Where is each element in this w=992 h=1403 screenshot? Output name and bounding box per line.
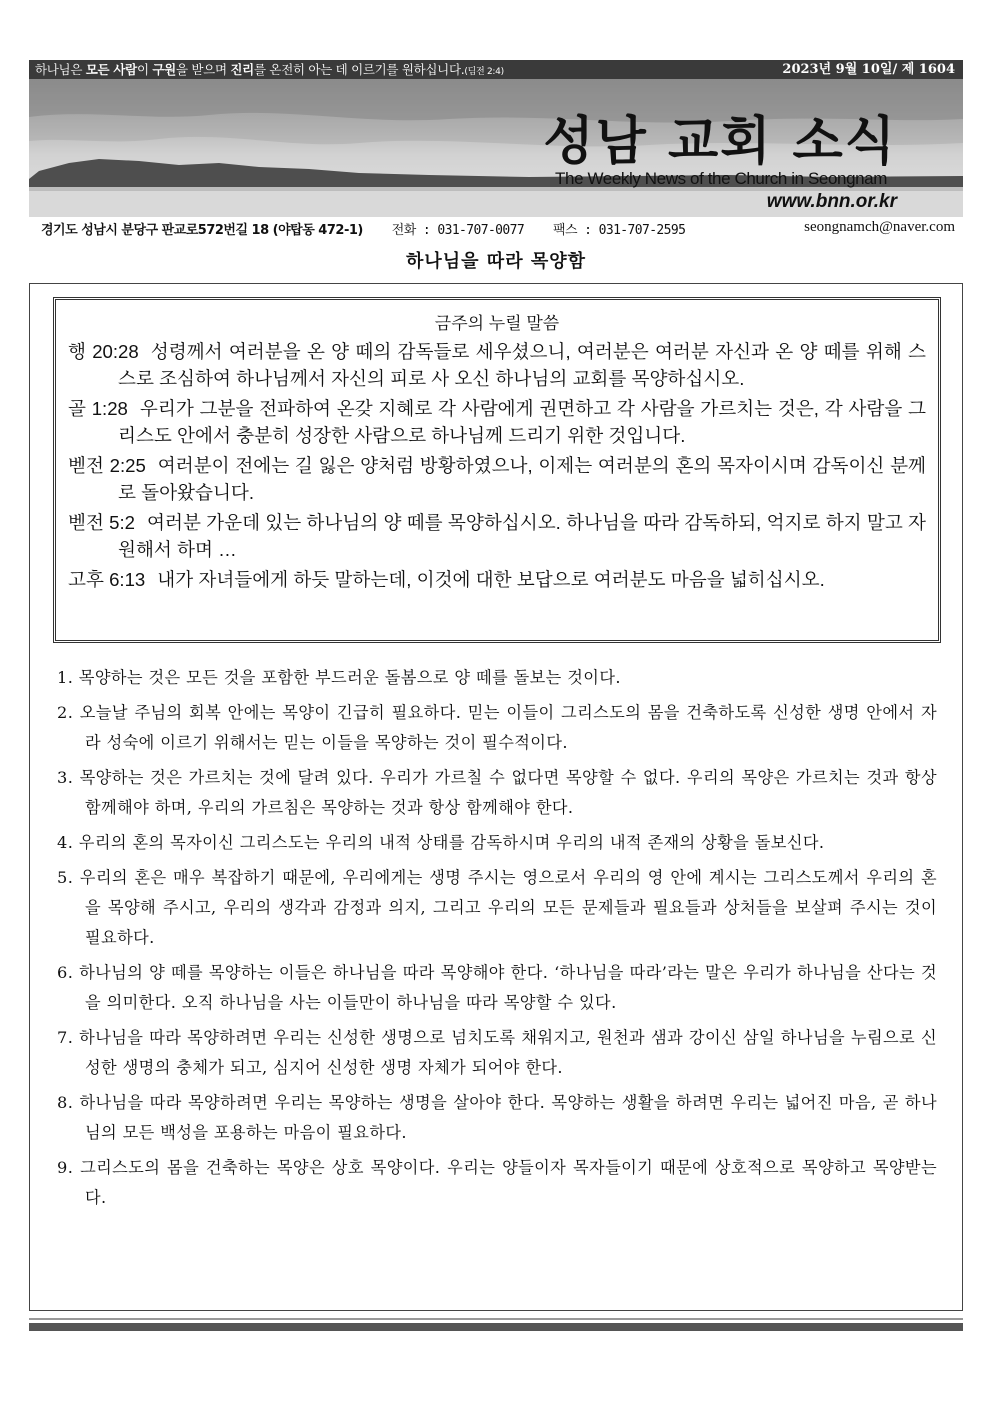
verse-text: 성령께서 여러분을 온 양 떼의 감독들로 세우셨으니, 여러분은 여러분 자신과 온 양 떼를 위해 스스로 조심하여 하나님께서 자신의 피로 사 오신 하나님의 교회를 목양하십시오. [118,341,926,389]
newsletter-subtitle: The Weekly News of the Church in Seongnam [555,169,887,188]
verses-title: 금주의 누릴 말씀 [434,314,560,333]
point-number: 4. [57,833,74,852]
point-item [57,663,937,693]
verse-reference: 벧전 5:2 [68,512,136,533]
verse-text: 여러분 가운데 있는 하나님의 양 떼를 목양하십시오. 하나님을 따라 감독하되, 억지로 하지 말고 자원해서 하며 … [118,512,926,560]
top-verse-text: 를 온전히 아는 데 이르기를 원하십니다. [253,62,465,77]
point-number: 7. [57,1028,74,1047]
point-item [57,763,937,823]
point-number: 9. [57,1158,74,1177]
point-text: 오늘날 주님의 회복 안에는 목양이 긴급히 필요하다. 믿는 이들이 그리스도의 몸을 건축하도록 신성한 생명 안에서 자라 성숙에 이르기 위해서는 믿는 이들을 목양하는 것이 필수적이다. [79,703,937,752]
top-verse-bold: 구원 [152,62,176,77]
point-item [57,1153,937,1213]
verse-reference: 고후 6:13 [68,569,146,590]
date-issue: 2023년 9월 10일/ 제 1604 [782,62,955,77]
verse-reference: 벧전 2:25 [68,455,146,476]
top-verse-bold: 모든 사람 [85,62,137,77]
point-number: 5. [57,868,74,887]
verse-item [68,338,926,392]
point-text: 목양하는 것은 가르치는 것에 달려 있다. 우리가 가르칠 수 없다면 목양할 수 없다. 우리의 목양은 가르치는 것과 항상 함께해야 하며, 우리의 가르침은 목양하는 것과 항상 함께해야 한다. [79,768,937,817]
verse-text: 내가 자녀들에게 하듯 말하는데, 이것에 대한 보답으로 여러분도 마음을 넓히십시오. [157,569,825,590]
point-item [57,1023,937,1083]
verses-box [53,297,941,643]
point-text: 우리의 혼의 목자이신 그리스도는 우리의 내적 상태를 감독하시며 우리의 내적 존재의 상황을 돌보신다. [78,833,825,852]
top-verse-reference: (딤전 2:4) [464,67,504,77]
fax-number: 팩스 : 031-707-2595 [553,223,686,238]
point-text: 하나님을 따라 목양하려면 우리는 목양하는 생명을 살아야 한다. 목양하는 생활을 하려면 우리는 넓어진 마음, 곧 하나님의 모든 백성을 포용하는 마음이 필요하다. [79,1093,938,1142]
footer-bar [29,1323,963,1331]
verse-item [68,509,926,563]
point-number: 3. [57,768,74,787]
verse-text: 우리가 그분을 전파하여 온갖 지혜로 각 사람에게 권면하고 각 사람을 가르치는 것은, 각 사람을 그리스도 안에서 충분히 성장한 사람으로 하나님께 드리기 위한 것입니다. [118,398,926,446]
point-number: 8. [57,1093,74,1112]
email-address[interactable]: seongnamch@naver.com [804,219,955,235]
verse-reference: 행 20:28 [68,341,139,362]
website-url[interactable]: www.bnn.or.kr [766,191,897,212]
newsletter-title: 성남 교회 소식 [543,111,897,172]
footer-divider [29,1318,963,1320]
points-list [57,663,937,1218]
point-item [57,828,937,858]
point-text: 하나님을 따라 목양하려면 우리는 신성한 생명으로 넘치도록 채워지고, 원천과 샘과 강이신 삼일 하나님을 누림으로 신성한 생명의 충체가 되고, 심지어 신성한 생명 자체가 되어야 한다. [79,1028,938,1077]
point-text: 목양하는 것은 모든 것을 포함한 부드러운 돌봄으로 양 떼를 돌보는 것이다. [78,668,621,687]
church-address: 경기도 성남시 분당구 판교로572번길 18 (야탑동 472-1) [41,223,363,238]
point-text: 우리의 혼은 매우 복잡하기 때문에, 우리에게는 생명 주시는 영으로서 우리의 영 안에 계시는 그리스도께서 우리의 혼을 목양해 주시고, 우리의 생각과 감정과 의지, 그리고 우리의 모든 문제들과 필요들과 상처들을 보살펴 주시는 것이 필요하다. [79,868,937,947]
verse-item [68,566,926,593]
point-text: 그리스도의 몸을 건축하는 목양은 상호 목양이다. 우리는 양들이자 목자들이기 때문에 상호적으로 목양하고 목양받는다. [80,1158,938,1207]
top-verse-text: 을 받으며 [175,62,231,77]
phone-number: 전화 : 031-707-0077 [391,223,525,238]
top-verse-text: 이 [136,62,153,77]
main-heading: 하나님을 따라 목양함 [405,251,587,272]
contact-line [41,219,955,238]
point-number: 6. [57,963,74,982]
point-item [57,958,937,1018]
point-item [57,1088,937,1148]
verse-reference: 골 1:28 [68,398,128,419]
top-verse-text: 하나님은 [35,62,86,77]
point-number: 1. [57,668,74,687]
point-text: 하나님의 양 떼를 목양하는 이들은 하나님을 따라 목양해야 한다. ‘하나님을 따라’라는 말은 우리가 하나님을 산다는 것을 의미한다. 오직 하나님을 사는 이들만이 하나님을 따라 목양할 수 있다. [79,963,938,1012]
top-banner-bar [29,60,963,79]
point-item [57,698,937,758]
verse-text: 여러분이 전에는 길 잃은 양처럼 방황하였으나, 이제는 여러분의 혼의 목자이시며 감독이신 분께로 돌아왔습니다. [118,455,926,503]
top-verse-bold: 진리 [230,62,254,77]
verse-item [68,395,926,449]
point-number: 2. [57,703,74,722]
verse-item [68,452,926,506]
masthead-banner [29,79,963,217]
point-item [57,863,937,953]
